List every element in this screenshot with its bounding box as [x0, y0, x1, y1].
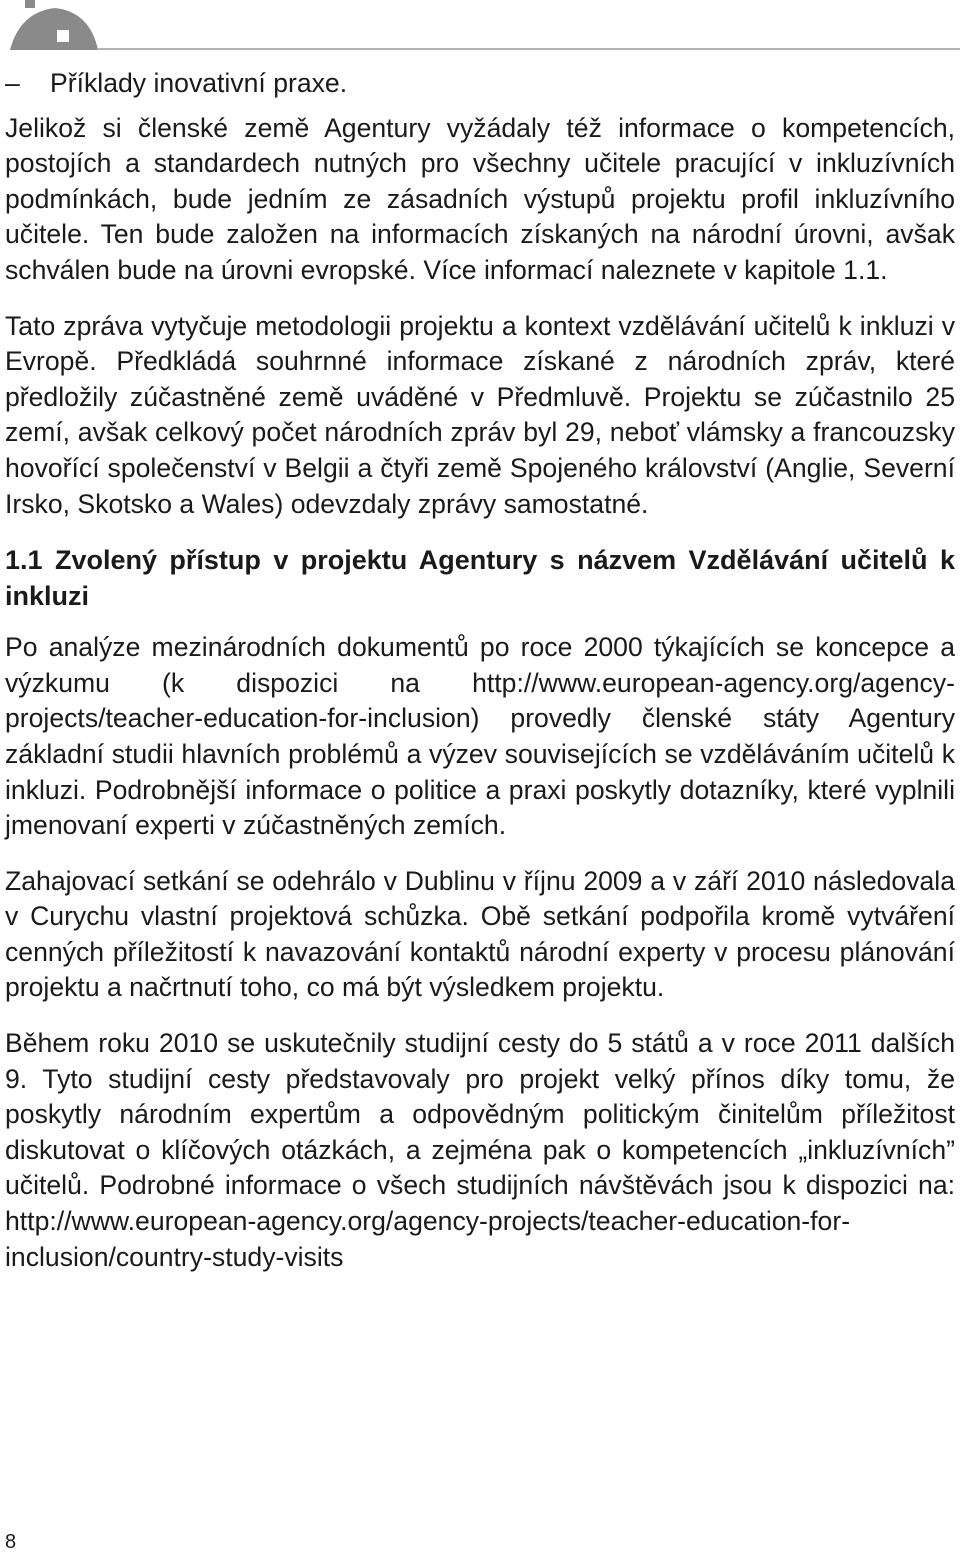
paragraph-meetings: Zahajovací setkání se odehrálo v Dublinu v říjnu 2009 a v září 2010 následovala v Curychu vlastní projektová schůzka. Obě setkání podpořila kromě vytváření cenných příležitostí k navazování kontaktů národní experty v procesu plánování projektu a načrtnutí toho, co má být výsledkem projektu.: [5, 865, 955, 1003]
page-number: 8: [5, 1531, 17, 1553]
logo-mark: [10, 0, 98, 50]
bullet-text: Příklady inovativní praxe.: [50, 68, 348, 98]
paragraph-profile: Jelikož si členské země Agentury vyžádaly též informace o kompetencích, postojích a standardech nutných pro všechny učitele pracující v inkluzívních podmínkách, bude jedním ze zásadních výstupů projektu profil inkluzívního učitele. Ten bude založen na informacích získaných na národní úrovni, avšak schválen bude na úrovni evropské. Více informací naleznete v kapitole 1.1.: [5, 112, 955, 285]
bullet-item: [5, 66, 955, 102]
page-header: [0, 0, 960, 56]
paragraph-study-visits: Během roku 2010 se uskutečnily studijní cesty do 5 států a v roce 2011 dalších 9. Tyto studijní cesty představovaly pro projekt velký přínos díky tomu, že poskytly národním expertům a odpovědným politickým činitelům příležitost diskutovat o klíčových otázkách, a zejména pak o kompetencích „inkluzívních” učitelů. Podrobné informace o všech studijních návštěvách jsou k dispozici na: http://www.european-agency.org/agency-projects/teacher-education-for-inclusion/country-study-visits: [5, 1028, 955, 1272]
agency-logo: [0, 0, 960, 56]
paragraph-report-scope: Tato zpráva vytyčuje metodologii projektu a kontext vzdělávání učitelů k inkluzi v Evropě. Předkládá souhrnné informace získané z národních zpráv, které předložily zúčastněné země uváděné v Předmluvě. Projektu se zúčastnilo 25 zemí, avšak celkový počet národních zpráv byl 29, neboť vlámsky a francouzsky hovořící společenství v Belgii a čtyři země Spojeného království (Anglie, Severní Irsko, Skotsko a Wales) odevzdaly zprávy samostatné.: [5, 310, 955, 519]
document-body: [5, 66, 955, 1275]
paragraph-analysis: Po analýze mezinárodních dokumentů po roce 2000 týkajících se koncepce a výzkumu (k dispozici na http://www.european-agency.org/agency-projects/teacher-education-for-inclusion) provedly členské státy Agentury základní studii hlavních problémů a výzev souvisejících se vzděláváním učitelů k inkluzi. Podrobnější informace o politice a praxi poskytly dotazníky, které vyplnili jmenovaní experti v zúčastněných zemích.: [5, 632, 955, 841]
section-heading: 1.1 Zvolený přístup v projektu Agentury s názvem Vzdělávání učitelů k inkluzi: [5, 545, 955, 612]
bullet-dash: –: [5, 68, 20, 98]
